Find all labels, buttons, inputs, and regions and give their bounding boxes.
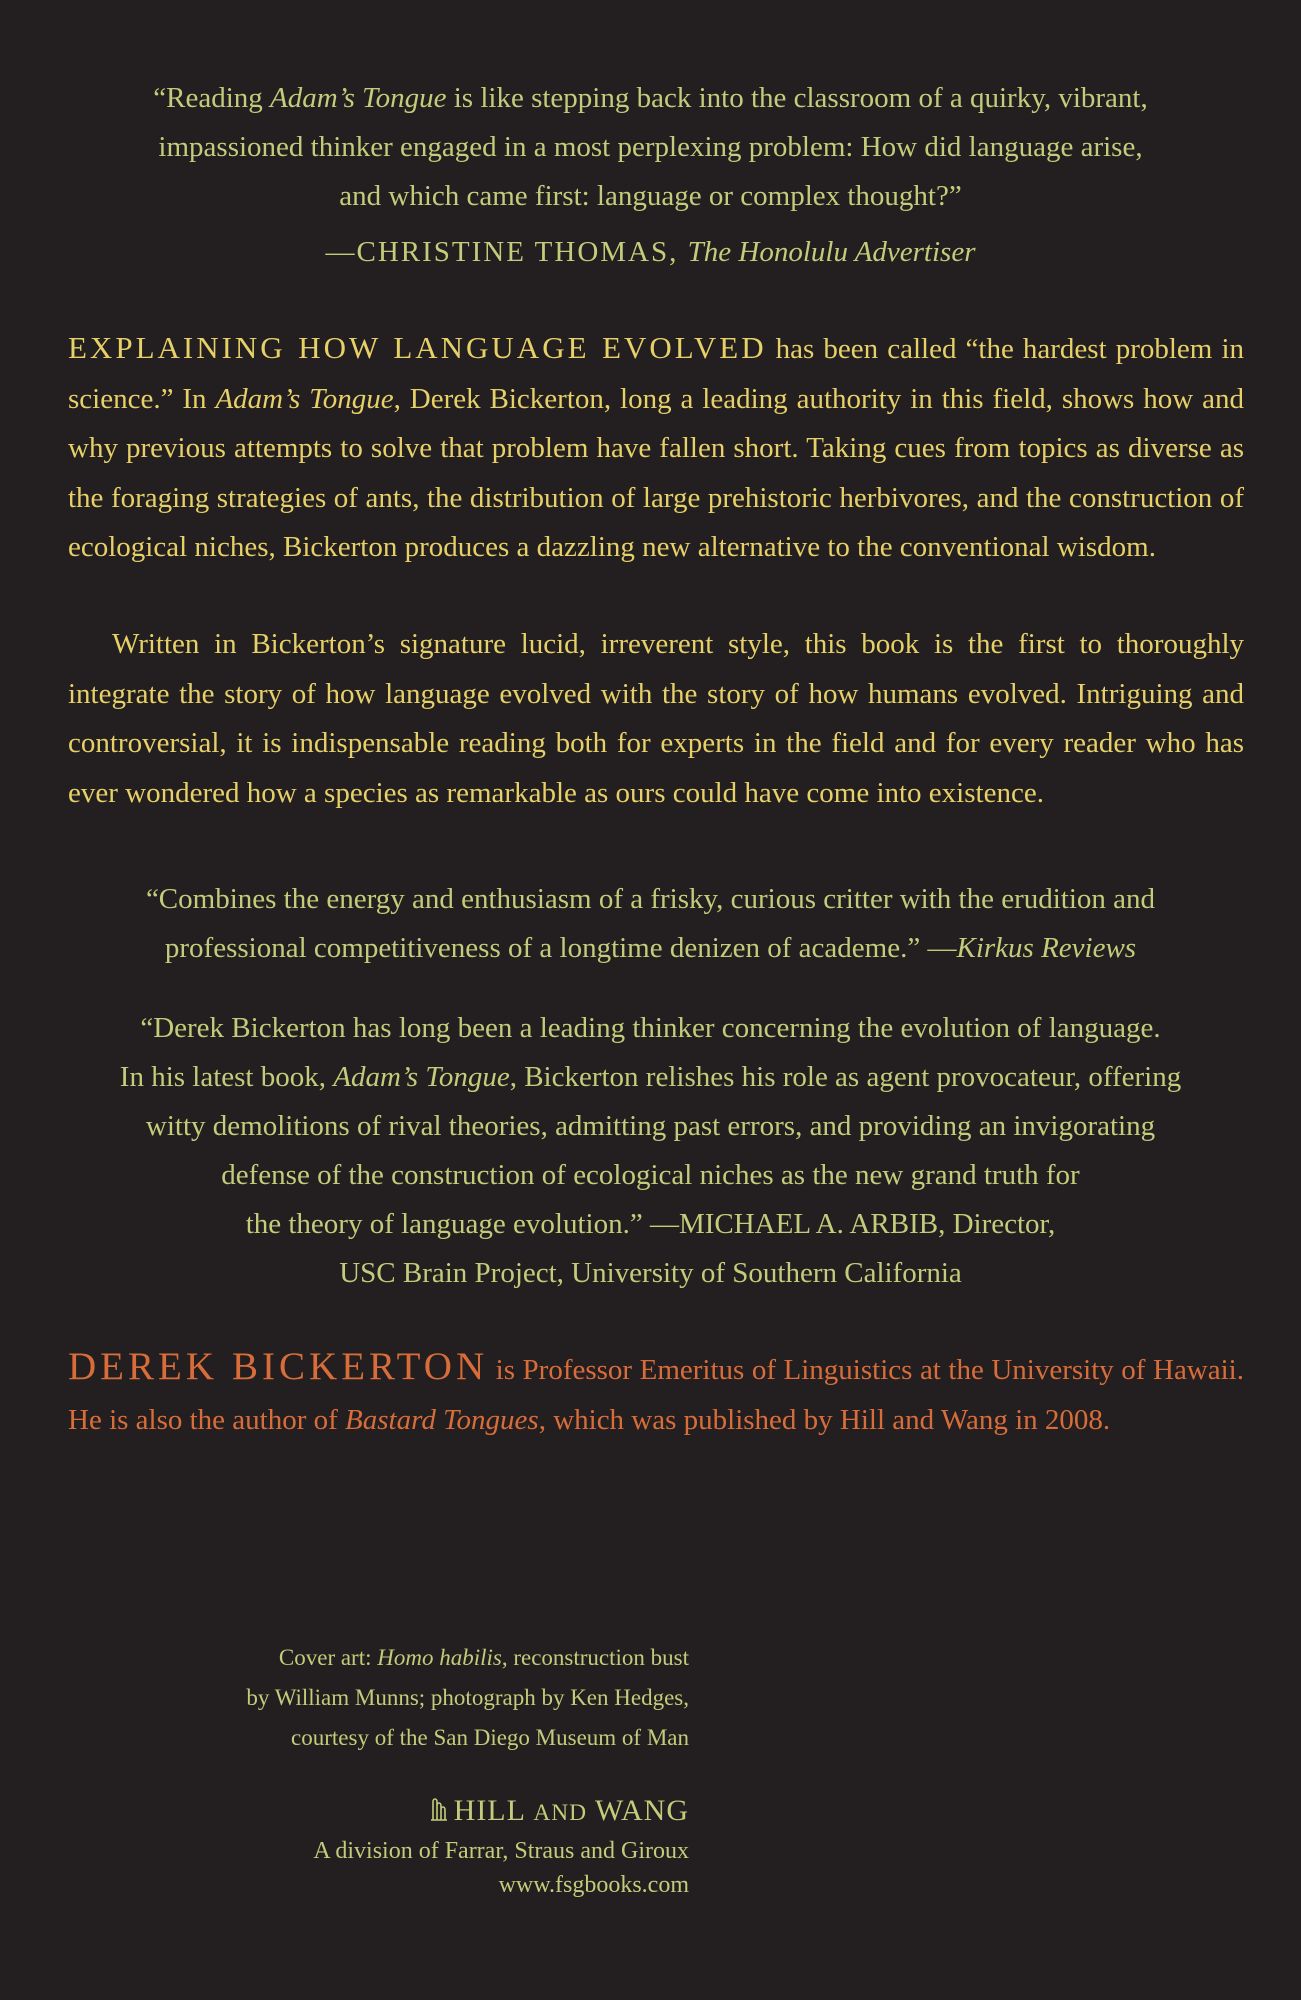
credit-line: courtesy of the San Diego Museum of Man: [291, 1725, 689, 1750]
book-title: Adam’s Tongue: [215, 382, 394, 415]
quote-line: “Combines the energy and enthusiasm of a frisky, curious critter with the erudition and: [145, 883, 1156, 915]
book-title: Adam’s Tongue: [333, 1061, 510, 1093]
review-quote-arbib: [60, 1004, 1241, 1298]
publisher-name: HILL AND WANG: [89, 1790, 689, 1834]
source-publication: The Honolulu Advertiser: [687, 236, 976, 268]
quote-line: witty demolitions of rival theories, admitting past errors, and providing an invigorating: [145, 1110, 1156, 1142]
lead-in-caps: EXPLAINING HOW LANGUAGE EVOLVED: [68, 330, 767, 365]
quote-line: the theory of language evolution.” —MICHAEL A. ARBIB, Director,: [245, 1208, 1056, 1240]
hill-and-wang-logo-icon: [430, 1796, 448, 1822]
credit-line: by William Munns; photograph by Ken Hedges,: [246, 1685, 689, 1710]
credit-line: Cover art: Homo habilis, reconstruction bust: [278, 1645, 689, 1670]
publisher-url: www.fsgbooks.com: [498, 1872, 689, 1898]
quote-line: USC Brain Project, University of Southern California: [339, 1257, 962, 1289]
cover-art-credits: [89, 1638, 689, 1758]
source-publication: Kirkus Reviews: [956, 932, 1137, 964]
quote-line: defense of the construction of ecological niches as the new grand truth for: [221, 1159, 1080, 1191]
quote-line: professional competitiveness of a longtime denizen of academe.” —Kirkus Reviews: [164, 932, 1137, 964]
quote-line: impassioned thinker engaged in a most perplexing problem: How did language arise,: [158, 131, 1143, 163]
publisher-block: [89, 1790, 689, 1902]
quote-line: and which came first: language or complex thought?”: [339, 180, 962, 212]
book-title: Adam’s Tongue: [270, 82, 447, 114]
author-name: DEREK BICKERTON: [68, 1345, 489, 1388]
quote-line: “Reading Adam’s Tongue is like stepping back into the classroom of a quirky, vibrant,: [153, 82, 1148, 114]
quote-attribution: —CHRISTINE THOMAS, The Honolulu Advertiser: [325, 236, 976, 268]
quote-line: In his latest book, Adam’s Tongue, Bickerton relishes his role as agent provocateur, offering: [119, 1061, 1182, 1093]
publisher-division: A division of Farrar, Straus and Giroux: [313, 1838, 689, 1864]
description-paragraph-2: Written in Bickerton’s signature lucid, irreverent style, this book is the first to thoroughly integrate the story of how language evolved with the story of how humans evolved. Intriguing and controversial, it is indispensable reading both for experts in the field and for every reader who has ever wondered how a species as remarkable as ours could have come into existence.: [68, 628, 1244, 809]
author-bio: DEREK BICKERTON is Professor Emeritus of Linguistics at the University of Hawaii. He is also the author of Bastard Tongues, which was published by Hill and Wang in 2008.: [68, 1345, 1244, 1436]
review-quote-thomas: [60, 74, 1241, 221]
book-title: Bastard Tongues: [345, 1404, 539, 1436]
description-paragraph-1: EXPLAINING HOW LANGUAGE EVOLVED has been called “the hardest problem in science.” In Adam’s Tongue, Derek Bickerton, long a leading authority in this field, shows how and why previous attempts to solve that problem have fallen short. Taking cues from topics as diverse as the foraging strategies of ants, the distribution of large prehistoric herbivores, and the construction of ecological niches, Bickerton produces a dazzling new alternative to the conventional wisdom.: [68, 330, 1244, 563]
review-quote-kirkus: [60, 875, 1241, 973]
quote-line: “Derek Bickerton has long been a leading thinker concerning the evolution of language.: [140, 1012, 1161, 1044]
